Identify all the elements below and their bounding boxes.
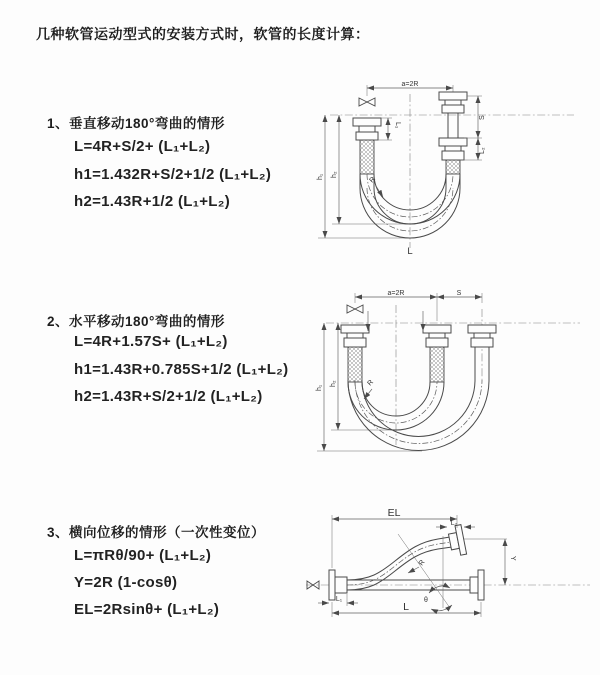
- dim-label-el: EL: [387, 507, 401, 519]
- dim-label-h1: h₁: [316, 384, 323, 391]
- page-title: 几种软管运动型式的安装方式时，软管的长度计算：: [36, 26, 370, 42]
- dimension-l1: [318, 594, 358, 606]
- dimension-l: [332, 601, 481, 617]
- diagram-lateral-displacement: [298, 506, 598, 644]
- dim-label-s: S: [479, 115, 486, 120]
- valve-symbol-icon: [359, 98, 375, 106]
- dim-label-l2: L₂: [479, 147, 486, 154]
- right-pipe-assembly: [439, 92, 467, 174]
- dim-label-h2: h₂: [330, 380, 337, 387]
- dimension-s: [437, 290, 482, 303]
- diagram-horizontal-180-bend: [312, 287, 590, 459]
- dim-label-a2r: a=2R: [401, 81, 419, 88]
- dim-label-l1: L₁: [394, 122, 401, 129]
- section-3-formula-y: Y=2R (1-cosθ): [74, 574, 178, 591]
- diagram-vertical-180-bend: [312, 78, 590, 256]
- section-1-heading: 1、垂直移动180°弯曲的情形: [47, 116, 225, 131]
- section-3-formula-l: L=πRθ/90+ (L₁+L₂): [74, 547, 212, 564]
- section-3-heading: 3、横向位移的情形（一次性变位）: [47, 525, 266, 540]
- section-2-formula-h2: h2=1.43R+S/2+1/2 (L₁+L₂): [74, 388, 263, 405]
- movement-arrows: [368, 311, 423, 331]
- section-2-formula-l: L=4R+1.57S+ (L₁+L₂): [74, 333, 228, 350]
- radius-label: R: [417, 558, 427, 568]
- dimension-s: [464, 96, 486, 138]
- flanged-ends: [341, 325, 496, 347]
- dimension-el: [332, 507, 457, 568]
- length-label: L: [407, 246, 413, 256]
- section-2-formula-h1: h1=1.43R+0.785S+1/2 (L₁+L₂): [74, 361, 289, 378]
- left-pipe-assembly: [353, 118, 381, 174]
- dim-label-h1: h₁: [317, 173, 324, 180]
- section-1-formula-h1: h1=1.432R+S/2+1/2 (L₁+L₂): [74, 166, 272, 183]
- dim-label-l: L: [403, 601, 409, 613]
- valve-symbol-icon: [347, 305, 363, 313]
- section-2-heading: 2、水平移动180°弯曲的情形: [47, 314, 225, 329]
- dim-label-l1: L₁: [335, 596, 343, 603]
- section-3-formula-el: EL=2Rsinθ+ (L₁+L₂): [74, 601, 220, 618]
- dim-label-a2r: a=2R: [387, 290, 405, 297]
- radius-label: R: [368, 175, 377, 185]
- hose-u-bends: [348, 380, 489, 451]
- section-1-formula-l: L=4R+S/2+ (L₁+L₂): [74, 138, 211, 155]
- angle-label: θ: [424, 597, 428, 604]
- dim-label-y: Y: [509, 556, 516, 561]
- braided-hose-legs: [348, 347, 489, 382]
- dim-label-h2: h₂: [331, 171, 338, 178]
- radius-label: R: [366, 378, 375, 388]
- radius-and-angle-construction: [398, 534, 452, 611]
- dim-label-l2: L₂: [450, 520, 458, 527]
- dim-label-s: S: [456, 290, 462, 297]
- dimension-l2: [436, 520, 475, 527]
- section-1-formula-h2: h2=1.43R+1/2 (L₁+L₂): [74, 193, 231, 210]
- radius-callout: [364, 379, 375, 399]
